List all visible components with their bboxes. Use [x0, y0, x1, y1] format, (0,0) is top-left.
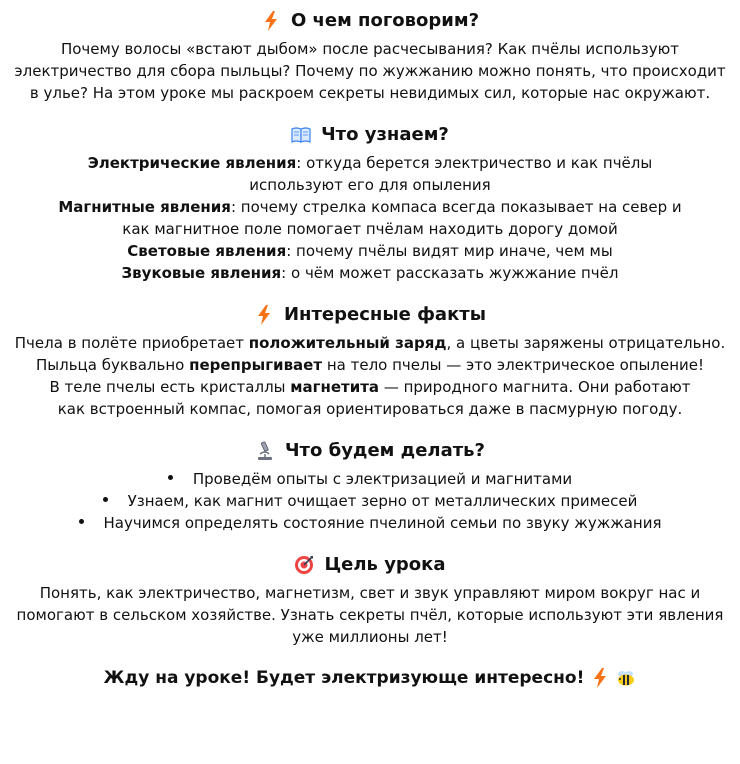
- target-icon: [294, 554, 314, 576]
- lightning-icon: [590, 667, 610, 689]
- learn-item: [14, 240, 726, 262]
- learn-term: Световые явления: [127, 242, 287, 260]
- bullet-icon: [168, 475, 173, 480]
- goal-heading: [14, 552, 726, 578]
- learn-term: Электрические явления: [87, 154, 297, 172]
- fact-highlight: перепрыгивает: [189, 356, 323, 374]
- learn-term: Звуковые явления: [121, 264, 282, 282]
- fact-item: [14, 376, 726, 420]
- section-intro: [14, 8, 726, 104]
- learn-term: Магнитные явления: [58, 198, 231, 216]
- intro-heading: [14, 8, 726, 34]
- learn-desc: : почему стрелка компаса всегда показывает на север и как магнитное поле помогает пчёлам находить дорогу домой: [122, 198, 682, 238]
- learn-title: Что узнаем?: [321, 124, 449, 145]
- closing-text: Жду на уроке! Будет электризующе интересно!: [103, 668, 585, 688]
- lightning-icon: [254, 304, 274, 326]
- section-todo: [14, 438, 726, 534]
- intro-text: Почему волосы «встают дыбом» после расчесывания? Как пчёлы используют электричество для сбора пыльцы? Почему по жужжанию можно понять, что происходит в улье? На этом уроке мы раскроем секреты невидимых сил, которые нас окружают.: [14, 40, 726, 102]
- learn-item: [14, 262, 726, 284]
- list-item: [14, 468, 726, 490]
- list-item-text: Проведём опыты с электризацией и магнитами: [192, 470, 573, 488]
- fact-text: Пчела в полёте приобретает: [14, 334, 249, 352]
- learn-desc: : откуда берется электричество и как пчёлы используют его для опыления: [249, 154, 653, 194]
- book-icon: [291, 124, 311, 146]
- bee-icon: [616, 667, 636, 689]
- fact-text: Пыльца буквально: [35, 356, 190, 374]
- bullet-icon: [103, 497, 108, 502]
- lightning-icon: [261, 10, 281, 32]
- todo-heading: [14, 438, 726, 464]
- facts-title: Интересные факты: [283, 304, 487, 325]
- goal-title: Цель урока: [324, 554, 446, 575]
- section-learn: [14, 122, 726, 284]
- fact-item: [14, 332, 726, 354]
- learn-list: [14, 152, 726, 284]
- todo-title: Что будем делать?: [285, 440, 485, 461]
- todo-list: [14, 468, 726, 534]
- list-item-text: Научимся определять состояние пчелиной семьи по звуку жужжания: [103, 514, 662, 532]
- fact-highlight: положительный заряд: [248, 334, 447, 352]
- learn-desc: : почему пчёлы видят мир иначе, чем мы: [286, 242, 613, 260]
- learn-item: [14, 152, 726, 196]
- closing-line: [14, 666, 726, 690]
- list-item: [14, 512, 726, 534]
- list-item: [14, 490, 726, 512]
- fact-text: В теле пчелы есть кристаллы: [49, 378, 291, 396]
- microscope-icon: [255, 440, 275, 462]
- section-goal: [14, 552, 726, 648]
- fact-item: [14, 354, 726, 376]
- learn-desc: : о чём может рассказать жужжание пчёл: [281, 264, 619, 282]
- goal-text: Понять, как электричество, магнетизм, свет и звук управляют миром вокруг нас и помогают в сельском хозяйстве. Узнать секреты пчёл, которые используют эти явления уже миллионы лет!: [16, 584, 724, 646]
- fact-text: на тело пчелы — это электрическое опыление!: [322, 356, 705, 374]
- bullet-icon: [79, 519, 84, 524]
- intro-title: О чем поговорим?: [290, 10, 480, 31]
- learn-heading: [14, 122, 726, 148]
- fact-text: — природного магнита. Они работают как встроенный компас, помогая ориентироваться даже в пасмурную погоду.: [57, 378, 691, 418]
- learn-item: [14, 196, 726, 240]
- section-facts: [14, 302, 726, 420]
- fact-text: , а цветы заряжены отрицательно.: [446, 334, 726, 352]
- facts-heading: [14, 302, 726, 328]
- fact-highlight: магнетита: [290, 378, 380, 396]
- list-item-text: Узнаем, как магнит очищает зерно от металлических примесей: [127, 492, 638, 510]
